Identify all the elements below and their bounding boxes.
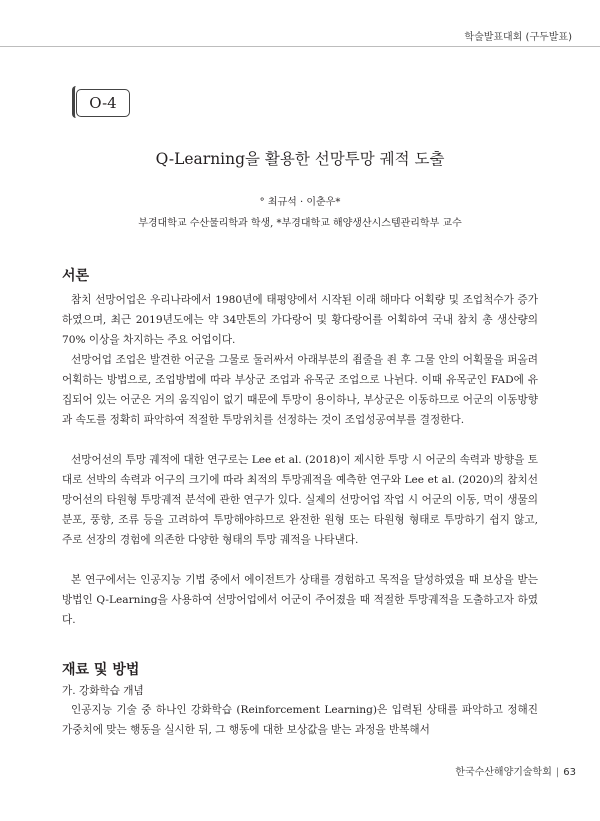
intro-paragraph-3: 선망어선의 투망 궤적에 대한 연구로는 Lee et al. (2018)이 제시한 투망 시 어군의 속력과 방향을 토대로 선박의 속력과 어구의 크기에 따라 최적의 투망궤적을 예측한 연구와 Lee et al. (2020)의 참치선망어선의 타원형 투망궤적 분석에 관한 연구가 있다. 실제의 선망어업 작업 시 어군의 이동, 먹이 생물의 분포, 풍향, 조류 등을 고려하여 투망해야하므로 완전한 원형 또는 타원형 형태로 투망하기 쉽지 않고, 주로 선장의 경험에 의존한 다양한 형태의 투망 궤적을 나타낸다. <box>62 454 538 546</box>
page-number: 63 <box>563 767 576 778</box>
header-divider <box>0 46 600 47</box>
paper-code: O-4 <box>76 89 130 117</box>
paper-authors: ° 최규석 · 이춘우* <box>259 197 341 208</box>
running-header: 학술발표대회 (구두발표) <box>464 32 572 43</box>
intro-paragraph-2: 선망어업 조업은 발견한 어군을 그물로 둘러싸서 아래부분의 죔줄을 죈 후 그물 안의 어획물을 퍼올려 어획하는 방법으로, 조업방법에 따라 부상군 조업과 유목군 조업으로 나뉜다. 이때 유목군인 FAD에 유집되어 있는 어군은 거의 움직임이 없기 때문에 투망이 용이하나, 부상군은 이동하므로 어군의 이동방향과 속도를 정확히 파악하여 적절한 투망위치를 선정하는 것이 조업성공여부를 결정한다. <box>62 354 538 426</box>
methods-paragraph-1: 인공지능 기술 중 하나인 강화학습 (Reinforcement Learning)은 입력된 상태를 파악하고 정해진 가중치에 맞는 행동을 실시한 뒤, 그 행동에 대한 보상값을 받는 과정을 반복해서 <box>62 704 538 736</box>
section-heading-intro: 서론 <box>62 268 90 284</box>
subsection-heading: 가. 강화학습 개념 <box>62 685 144 697</box>
section-heading-methods: 재료 및 방법 <box>62 662 140 678</box>
paper-affiliation: 부경대학교 수산물리학과 학생, *부경대학교 해양생산시스템관리학부 교수 <box>138 218 462 229</box>
footer-society: 한국수산해양기술학회 <box>455 767 552 778</box>
paper-title: Q-Learning을 활용한 선망투망 궤적 도출 <box>155 150 445 168</box>
footer-separator: | <box>555 767 560 778</box>
intro-paragraph-4: 본 연구에서는 인공지능 기법 중에서 에이전트가 상태를 경험하고 목적을 달성하였을 때 보상을 받는 방법인 Q-Learning을 사용하여 선망어업에서 어군이 주어졌을 때 적절한 투망궤적을 도출하고자 하였다. <box>62 574 538 626</box>
intro-paragraph-1: 참치 선망어업은 우리나라에서 1980년에 태평양에서 시작된 이래 해마다 어획량 및 조업척수가 증가하였으며, 최근 2019년도에는 약 34만톤의 가다랑어 및 황다랑어를 어획하여 국내 참치 총 생산량의 70% 이상을 차지하는 주요 어업이다. <box>62 294 538 346</box>
page-footer <box>455 763 576 778</box>
